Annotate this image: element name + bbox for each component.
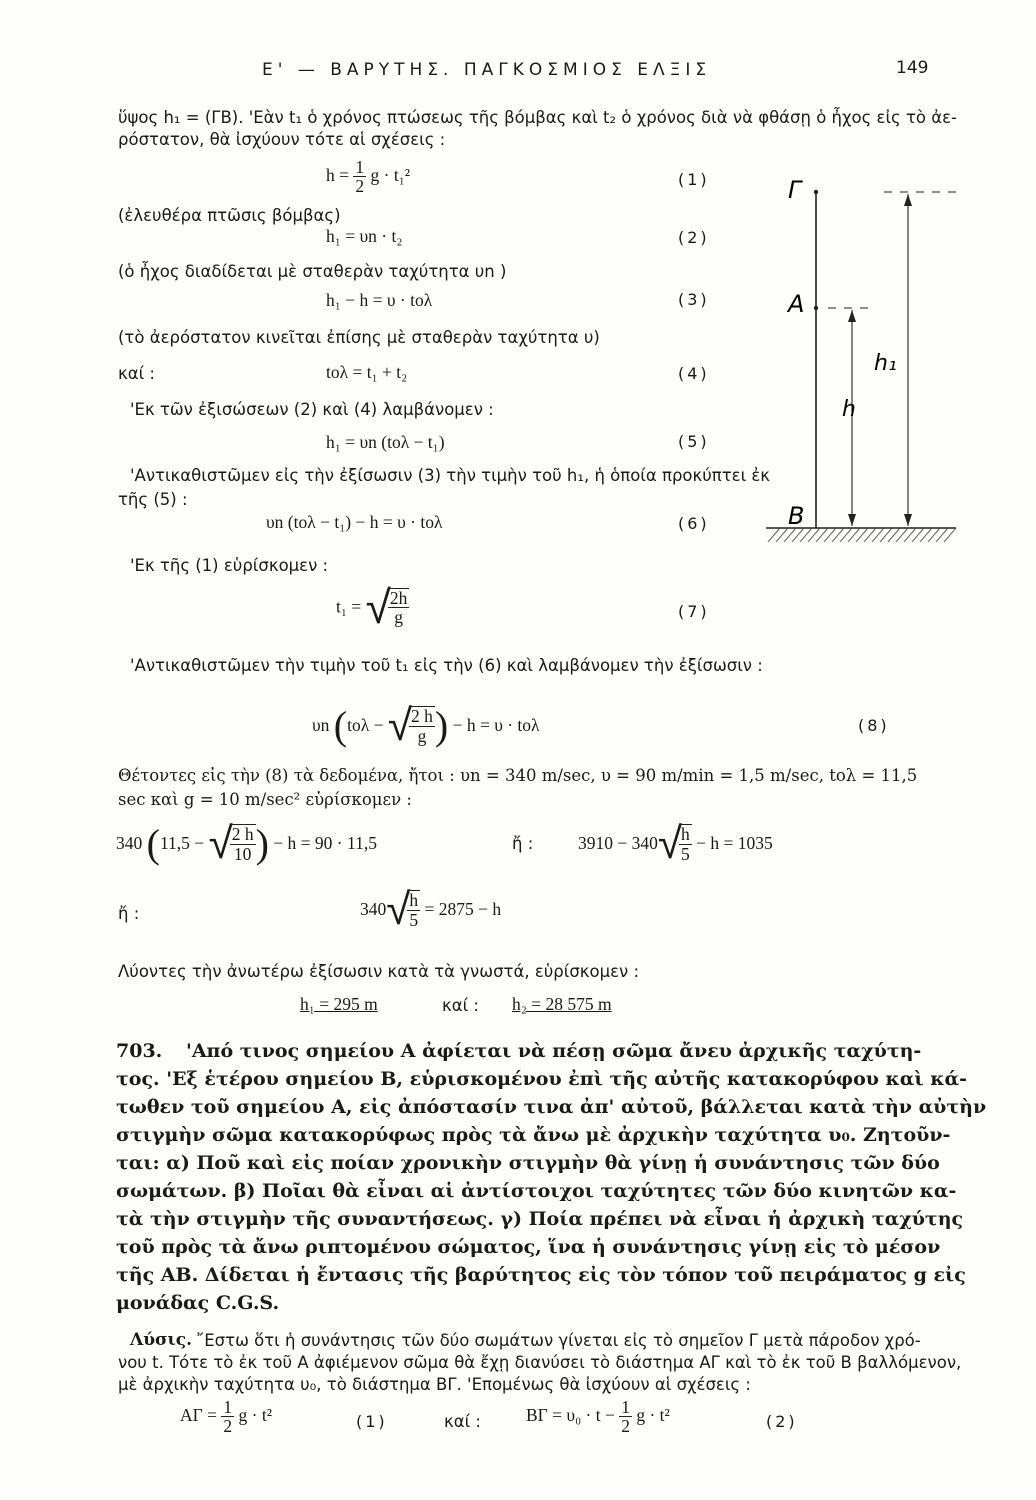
label-alpha: Α [788,290,805,318]
eq8-den: g [417,725,427,746]
label-1: (1) [678,170,710,189]
eq7-den: g [394,607,403,627]
sqrt-symbol: √ [387,700,412,751]
sqrt-symbol: √ [208,818,233,869]
numeric-equation-c [360,884,501,935]
intro-line-1: ὕψος h₁ = (ΓΒ). 'Εὰν t₁ ὁ χρόνος πτώσεως τῆς βόμβας καὶ t₂ ὁ χρόνος διὰ νὰ φθάσῃ ὁ ἦχος εἰς τὸ ἀε- [118,108,958,127]
label-h: h [842,397,856,422]
n-a-inner: 11,5 − [159,833,205,853]
half-fraction [221,1398,234,1436]
sqrt-symbol: √ [657,818,683,869]
equation-7 [336,580,409,634]
half-fraction [353,158,366,196]
eq1-rhs: g · t₁² [370,164,411,185]
n-a-left: 340 [116,833,143,853]
height-diagram [760,160,960,560]
note-given-2: sec καὶ g = 10 m/sec² εὑρίσκομεν : [118,790,412,809]
label-8: (8) [858,716,890,735]
n-b-left: 3910 − 340 [578,833,658,853]
half-den: 2 [621,1416,630,1437]
note-from-1: 'Εκ τῆς (1) εὑρίσκομεν : [130,556,329,575]
note-sound: (ὁ ἦχος διαδίδεται μὲ σταθερὰν ταχύτητα υn ) [118,262,507,281]
problem-line-4: στιγμὴν σῶμα κατακορύφως πρὸς τὰ ἄνω μὲ ἀρχικὴν ταχύτητα υ₀. Ζητοῦν- [116,1124,951,1146]
problem-line-9: τῆς ΑΒ. Δίδεται ἡ ἔντασις τῆς βαρύτητος εἰς τὸν τόπον τοῦ πειράματος g εἰς [116,1264,966,1286]
intro-line-2: ρόστατον, θὰ ἰσχύουν τότε αἱ σχέσεις : [118,130,446,149]
soleq2-lhs: ΒΓ = υ₀ · t − [526,1404,615,1425]
problem-line-2: τος. 'Εξ ἑτέρου σημείου Β, εὑρισκομένου ἐπὶ τῆς αὐτῆς κατακορύφου καὶ κά- [116,1068,967,1090]
note-substitute-t1: 'Αντικαθιστῶμεν τὴν τιμὴν τοῦ t₁ εἰς τὴν (6) καὶ λαμβάνομεν τὴν ἐξίσωσιν : [130,656,763,675]
note-given-1: Θέτοντες εἰς τὴν (8) τὰ δεδομένα, ἤτοι : υn = 340 m/sec, υ = 90 m/min = 1,5 m/sec, tολ = 11,5 [118,766,918,785]
label-gamma: Γ [788,176,802,204]
solution-label-1: (1) [356,1412,388,1431]
soleq1-rhs: g · t² [238,1404,272,1425]
numeric-equation-b [578,818,773,869]
numeric-equation-a [116,818,377,869]
eq1-lhs: h = [326,164,349,185]
note-solving: Λύοντες τὴν ἀνωτέρω ἐξίσωσιν κατὰ τὰ γνωστά, εὑρίσκομεν : [118,962,640,981]
half-den: 2 [355,176,365,197]
sqrt-fraction [388,588,410,627]
problem-line-8: τοῦ πρὸς τὰ ἄνω ριπτομένου σώματος, ἵνα ἡ συνάντησις γίνῃ εἰς τὸ μέσον [116,1236,941,1258]
sqrt-symbol: √ [386,884,411,935]
note-substitute-2: τῆς (5) : [118,490,188,509]
h1-arrow-head-bottom [904,514,912,526]
label-6: (6) [678,514,710,533]
label-7: (7) [678,602,710,621]
solution-line-1: ῎Εστω ὅτι ἡ συνάντησις τῶν δύο σωμάτων γίνεται εἰς τὸ σημεῖον Γ μετὰ πάροδον χρό- [196,1331,921,1350]
equation-6: υn (tολ − t₁) − h = υ · tολ [266,512,443,532]
n-a-num: 2 h [231,824,254,845]
ground-hatching [768,528,956,542]
sqrt-fraction [230,824,256,863]
paren-open: ( [333,703,348,748]
half-den: 2 [223,1416,233,1437]
result-h2: h₂ = 28 575 m [512,994,612,1014]
point-alpha [814,306,818,310]
point-gamma [814,190,818,194]
eq7-lhs: t₁ = [336,596,362,617]
sqrt-fraction [409,706,435,745]
page-number: 149 [896,58,929,78]
solution-kai: καί : [444,1412,481,1431]
label-4: (4) [678,364,710,383]
solution-label: Λύσις. [130,1330,193,1350]
problem-line-1: 'Από τινος σημείου Α ἀφίεται νὰ πέσῃ σῶμα ἄνευ ἀρχικῆς ταχύτη- [186,1040,922,1062]
solution-equation-2 [526,1398,670,1436]
half-num: 1 [223,1397,233,1417]
sqrt-fraction [407,890,420,929]
note-free-fall: (ἐλευθέρα πτῶσις βόμβας) [118,206,341,225]
note-kai: καί : [118,364,155,383]
paren-open: ( [146,821,160,866]
n-a-rhs: − h = 90 · 11,5 [273,833,377,853]
equation-8 [312,700,540,751]
half-num: 1 [621,1397,630,1417]
eq8-rhs: − h = υ · tολ [452,715,540,735]
running-header: Ε' — ΒΑΡΥΤΗΣ. ΠΑΓΚΟΣΜΙΟΣ ΕΛΞΙΣ [262,60,712,80]
n-c-left: 340 [360,899,387,919]
label-3: (3) [678,290,710,309]
equation-2: h₁ = υn · t₂ [326,226,403,246]
paren-close: ) [255,821,269,866]
note-balloon: (τὸ ἀερόστατον κινεῖται ἐπίσης μὲ σταθερὰν ταχύτητα υ) [118,328,600,347]
eta-2: ἤ : [118,904,140,923]
eta-1: ἤ : [512,834,534,853]
note-substitute-1: 'Αντικαθιστῶμεν εἰς τὴν ἐξίσωσιν (3) τὴν τιμὴν τοῦ h₁, ἡ ὁποία προκύπτει ἐκ [130,466,771,485]
n-b-den: 5 [681,843,690,864]
half-fraction [619,1398,632,1436]
paren-close: ) [434,703,449,748]
half-num: 1 [355,157,365,177]
sqrt-fraction [679,824,692,863]
label-h1: h₁ [874,351,897,376]
solution-line-2: νου t. Τότε τὸ ἐκ τοῦ Α ἀφιέμενον σῶμα θὰ ἔχῃ διανύσει τὸ διάστημα ΑΓ καὶ τὸ ἐκ τοῦ Β βαλλόμενον, [118,1353,962,1372]
label-5: (5) [678,432,710,451]
equation-1 [326,158,410,196]
problem-line-6: σωμάτων. β) Ποῖαι θὰ εἶναι αἱ ἀντίστοιχοι ταχύτητες τῶν δύο κινητῶν κα- [116,1180,957,1202]
n-b-num: h [681,824,690,845]
note-from-2-4: 'Εκ τῶν ἐξισώσεων (2) καὶ (4) λαμβάνομεν : [130,400,494,419]
eq8-num: 2 h [411,706,433,727]
sqrt-symbol: √ [365,580,391,634]
solution-line-3: μὲ ἀρχικὴν ταχύτητα υ₀, τὸ διάστημα ΒΓ. 'Επομένως θὰ ἰσχύουν αἱ σχέσεις : [118,1375,751,1394]
soleq1-lhs: ΑΓ = [180,1404,217,1425]
n-a-den: 10 [233,843,252,864]
n-c-rhs: = 2875 − h [424,899,502,919]
result-h1: h₁ = 295 m [300,994,378,1014]
eq8-inner: tολ − [347,715,384,735]
n-c-num: h [409,890,419,911]
problem-number: 703. [116,1040,163,1062]
h-arrow-head-bottom [848,514,856,526]
problem-line-10: μονάδας C.G.S. [116,1292,280,1314]
result-kai: καί : [442,996,479,1015]
solution-equation-1 [180,1398,272,1436]
soleq2-rhs: g · t² [636,1404,670,1425]
eq8-lhs: υn [312,715,330,735]
solution-label-2: (2) [766,1412,798,1431]
label-2: (2) [678,228,710,247]
problem-line-3: τωθεν τοῦ σημείου Α, εἰς ἀπόστασίν τινα ἀπ' αὐτοῦ, βάλλεται κατὰ τὴν αὐτὴν [116,1096,987,1118]
n-c-den: 5 [409,909,419,930]
h-arrow-head-top [848,310,856,322]
problem-line-5: ται: α) Ποῦ καὶ εἰς ποίαν χρονικὴν στιγμὴν θὰ γίνῃ ἡ συνάντησις τῶν δύο [116,1152,940,1174]
equation-5: h₁ = υn (tολ − t₁) [326,432,445,452]
label-beta: Β [788,502,805,530]
n-b-rhs: − h = 1035 [696,833,773,853]
eq7-num: 2h [389,587,408,608]
h1-arrow-head-top [904,194,912,206]
equation-3: h₁ − h = υ · tολ [326,290,433,310]
problem-line-7: τὰ τὴν στιγμὴν τῆς συναντήσεως. γ) Ποία πρέπει νὰ εἶναι ἡ ἀρχικὴ ταχύτης [116,1208,964,1230]
equation-4: tολ = t₁ + t₂ [326,362,408,382]
